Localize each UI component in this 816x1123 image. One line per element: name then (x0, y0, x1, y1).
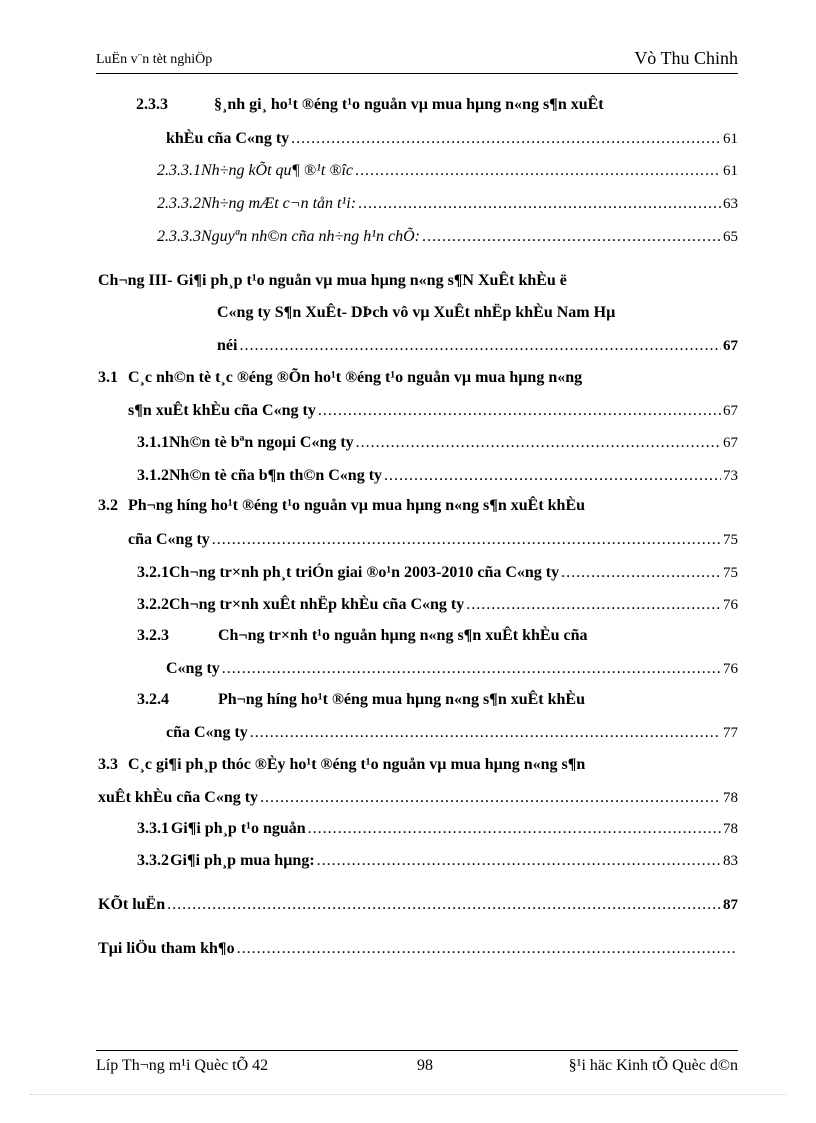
toc-page: 87 (723, 897, 738, 913)
toc-entry (166, 660, 738, 678)
header-left-text: LuËn v¨n tèt nghiÖp (96, 52, 213, 67)
toc-entry (157, 162, 738, 180)
toc-title: C¸c gi¶i ph¸p thóc ®Èy ho¹t ®éng t¹o nguån vµ mua hµng n«ng s¶n (128, 756, 586, 773)
toc-entry (98, 896, 738, 914)
toc-entry (137, 627, 738, 645)
toc-title: Nh÷ng mÆt c¬n tån t¹i: (201, 195, 357, 212)
toc-entry (217, 304, 738, 322)
toc-title: C¸c nh©n tè t¸c ®éng ®Õn ho¹t ®éng t¹o nguån vµ mua hµng n«ng (128, 369, 583, 386)
toc-title: xuÊt khÈu cña C«ng ty (98, 789, 259, 806)
toc-leader (317, 852, 721, 870)
toc-entry (157, 228, 738, 246)
toc-number: 3.2.2 (137, 596, 169, 613)
toc-entry (166, 130, 738, 148)
toc-entry (98, 940, 738, 958)
toc-leader (422, 228, 721, 246)
toc-page: 73 (723, 468, 738, 484)
toc-page: 76 (723, 661, 738, 677)
toc-title: cña C«ng ty (166, 724, 248, 741)
toc-number: 3.2.3 (137, 627, 169, 644)
header-author: Vò Thu Chinh (634, 48, 738, 68)
toc-page: 61 (723, 163, 738, 179)
toc-entry (98, 497, 738, 515)
toc-entry (98, 789, 738, 807)
toc-number: Tµi liÖu tham kh¶o (98, 940, 235, 957)
toc-number: Ch¬ng III (98, 272, 168, 289)
toc-entry (137, 820, 738, 838)
toc-entry (137, 434, 738, 452)
footer-rule (96, 1050, 738, 1051)
toc-title: khÈu cña C«ng ty (166, 130, 290, 147)
toc-page: 76 (723, 597, 738, 613)
toc-title: C«ng ty S¶n XuÊt- DÞch vô vµ XuÊt nhËp khÈu Nam Hµ (217, 304, 616, 321)
toc-title: Ch¬ng tr×nh t¹o nguån hµng n«ng s¶n xuÊt khÈu cña (218, 627, 588, 644)
toc-number: 3.3.1 (137, 820, 169, 837)
page-bottom-border (30, 1094, 786, 1095)
footer-right-text: §¹i häc Kinh tÕ Quèc d©n (568, 1057, 738, 1074)
toc-leader (239, 337, 721, 355)
toc-title: Gi¶i ph¸p mua hµng: (170, 852, 315, 869)
toc-title: Ph¬ng híng ho¹t ®éng t¹o nguån vµ mua hµng n«ng s¶n xuÊt khÈu (128, 497, 586, 514)
toc-title: Nh©n tè bªn ngoµi C«ng ty (169, 434, 354, 451)
toc-number: 3.2.1 (137, 564, 169, 581)
toc-leader (561, 564, 721, 582)
toc-number: 2.3.3.1 (157, 162, 201, 179)
page-number: 98 (417, 1057, 433, 1074)
toc-entry (217, 337, 738, 355)
toc-page: 75 (723, 532, 738, 548)
toc-title: Nh©n tè cña b¶n th©n C«ng ty (169, 467, 383, 484)
toc-number: 2.3.3 (136, 96, 168, 113)
toc-title: Nh÷ng kÕt qu¶ ®¹t ®îc (201, 162, 354, 179)
toc-title: Ch¬ng tr×nh xuÊt nhËp khÈu cña C«ng ty (169, 596, 465, 613)
toc-page: 67 (723, 435, 738, 451)
toc-entry (166, 724, 738, 742)
toc-page: 77 (723, 725, 738, 741)
footer-left-text: Líp Th¬ng m¹i Quèc tÕ 42 (96, 1057, 269, 1074)
toc-title: néi (217, 337, 238, 354)
toc-leader (212, 531, 721, 549)
toc-leader (237, 940, 736, 958)
toc-page: 75 (723, 565, 738, 581)
toc-leader (222, 660, 721, 678)
toc-leader (308, 820, 721, 838)
header-rule (96, 73, 738, 74)
toc-page: 78 (723, 790, 738, 806)
toc-entry (137, 691, 738, 709)
toc-title: Ch¬ng tr×nh ph¸t triÓn giai ®o¹n 2003-2010 cña C«ng ty (169, 564, 560, 581)
toc-leader (167, 896, 721, 914)
toc-entry (128, 531, 738, 549)
toc-page: 63 (723, 196, 738, 212)
toc-leader (384, 467, 721, 485)
toc-number: 2.3.3.3 (157, 228, 201, 245)
toc-entry (137, 596, 738, 614)
page-header (96, 48, 738, 72)
toc-title: cña C«ng ty (128, 531, 210, 548)
toc-title: Gi¶i ph¸p t¹o nguån (170, 820, 306, 837)
toc-entry (136, 96, 738, 114)
toc-entry (137, 467, 738, 485)
toc-leader (358, 195, 721, 213)
toc-page: 65 (723, 229, 738, 245)
toc-number: 3.1.2 (137, 467, 169, 484)
toc-leader (356, 434, 721, 452)
toc-title: - Gi¶i ph¸p t¹o nguån vµ mua hµng n«ng s¶N XuÊt khÈu ë (167, 272, 567, 289)
toc-leader (318, 402, 721, 420)
toc-entry (137, 564, 738, 582)
toc-chapter (98, 272, 738, 290)
toc-number: 3.3 (98, 756, 118, 773)
toc-entry (98, 756, 738, 774)
toc-number: 3.2 (98, 497, 118, 514)
toc-title: Ph¬ng híng ho¹t ®éng mua hµng n«ng s¶n xuÊt khÈu (218, 691, 585, 708)
toc-leader (355, 162, 721, 180)
toc-page: 61 (723, 131, 738, 147)
toc-entry (128, 402, 738, 420)
toc-entry (98, 369, 738, 387)
toc-number: 3.1.1 (137, 434, 169, 451)
toc-page: 78 (723, 821, 738, 837)
toc-leader (260, 789, 721, 807)
toc-leader (291, 130, 721, 148)
toc-number: 2.3.3.2 (157, 195, 201, 212)
toc-page: 83 (723, 853, 738, 869)
toc-title: §¸nh gi¸ ho¹t ®éng t¹o nguån vµ mua hµng n«ng s¶n xuÊt (214, 96, 604, 113)
toc-number: 3.1 (98, 369, 118, 386)
toc-number: KÕt luËn (98, 896, 166, 913)
toc-number: 3.2.4 (137, 691, 169, 708)
toc-title: s¶n xuÊt khÈu cña C«ng ty (128, 402, 316, 419)
toc-leader (466, 596, 721, 614)
toc-page: 67 (723, 403, 738, 419)
toc-entry (157, 195, 738, 213)
toc-leader (250, 724, 721, 742)
toc-entry (137, 852, 738, 870)
toc-page: 67 (723, 338, 738, 354)
toc-title: Nguyªn nh©n cña nh÷ng h¹n chÕ: (201, 228, 421, 245)
toc-title: C«ng ty (166, 660, 220, 677)
toc-number: 3.3.2 (137, 852, 169, 869)
